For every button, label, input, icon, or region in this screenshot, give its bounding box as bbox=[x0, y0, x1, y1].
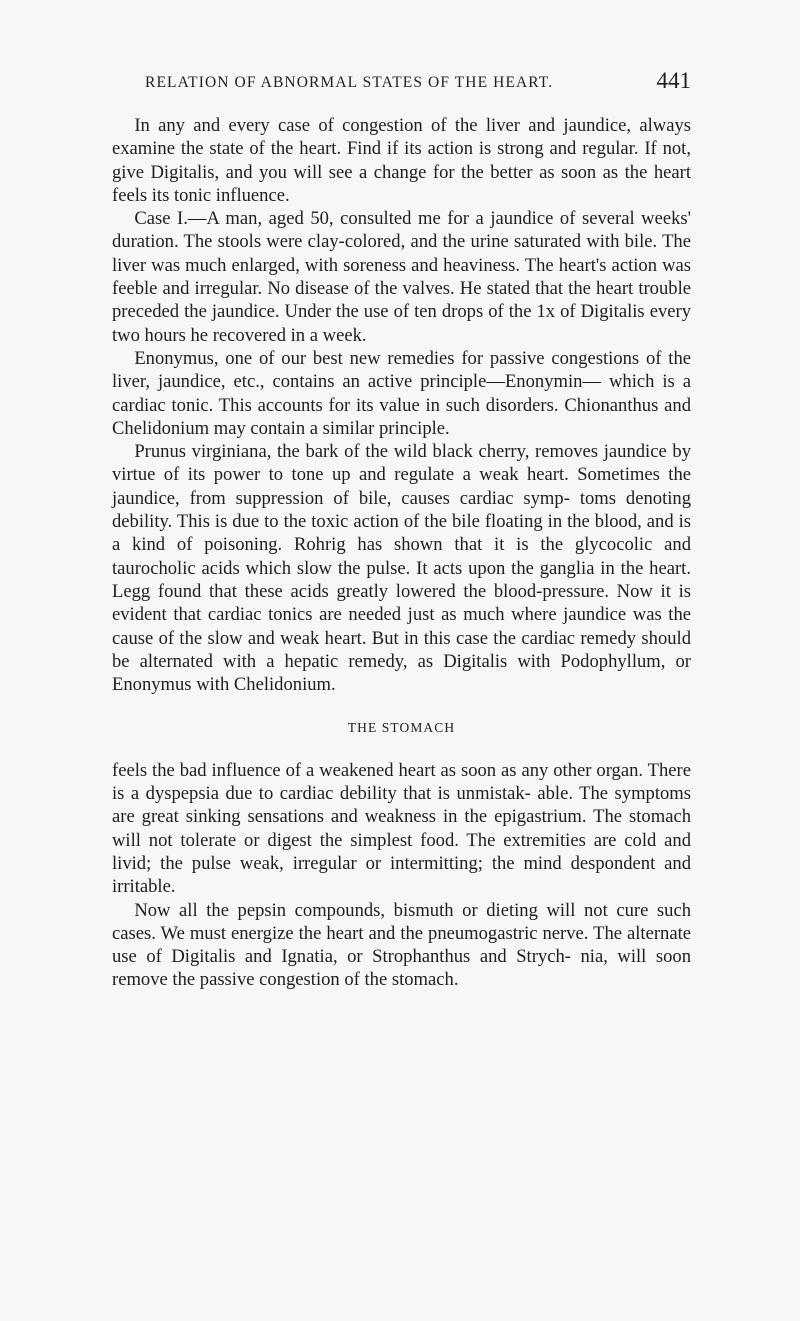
body-text bbox=[112, 114, 691, 992]
paragraph-prunus-virginiana: Prunus virginiana, the bark of the wild black cherry, removes jaundice by virtue of its power to tone up and regulate a weak heart. Sometimes the jaundice, from suppression of bile, causes cardiac symp- toms denoting debility. This is due to the toxic action of the bile floating in the blood, and is a kind of poisoning. Rohrig has shown that it is the glycocolic and taurocholic acids which slow the pulse. It acts upon the ganglia in the heart. Legg found that these acids greatly lowered the blood-pressure. Now it is evident that cardiac tonics are needed just as much where jaundice was the cause of the slow and weak heart. But in this case the cardiac remedy should be alternated with a hepatic remedy, as Digitalis with Podophyllum, or Enonymus with Chelidonium. bbox=[112, 441, 691, 696]
section-heading-stomach: THE STOMACH bbox=[347, 720, 456, 736]
page-number: 441 bbox=[656, 68, 691, 93]
running-head bbox=[145, 68, 691, 98]
paragraph-liver-congestion: In any and every case of congestion of the liver and jaundice, always examine the state of the heart. Find if its action is strong and regular. If not, give Digitalis, and you will see a change for the better as soon as the heart feels its tonic influence. bbox=[112, 115, 691, 206]
running-title: RELATION OF ABNORMAL STATES OF THE HEART. bbox=[145, 74, 554, 91]
paragraph-enonymus: Enonymus, one of our best new remedies for passive congestions of the liver, jaundice, etc., contains an active principle—Enonymin— which is a cardiac tonic. This accounts for its value in such disorders. Chionanthus and Chelidonium may contain a similar principle. bbox=[112, 347, 691, 439]
paragraph-case-one: Case I.—A man, aged 50, consulted me for a jaundice of several weeks' duration. The stools were clay-colored, and the urine saturated with bile. The liver was much enlarged, with soreness and heaviness. The heart's action was feeble and irregular. No disease of the valves. He stated that the heart trouble preceded the jaundice. Under the use of ten drops of the 1x of Digitalis every two hours he recovered in a week. bbox=[112, 208, 691, 346]
paragraph-treatment: Now all the pepsin compounds, bismuth or dieting will not cure such cases. We must energize the heart and the pneumogastric nerve. The alternate use of Digitalis and Ignatia, or Strophanthus and Strych- nia, will soon remove the passive congestion of the stomach. bbox=[112, 899, 691, 991]
paragraph-stomach-influence: feels the bad influence of a weakened heart as soon as any other organ. There is a dyspepsia due to cardiac debility that is unmistak- able. The symptoms are great sinking sensations and weakness in the epigastrium. The stomach will not tolerate or digest the simplest food. The extremities are cold and livid; the pulse weak, irregular or intermitting; the mind despondent and irritable. bbox=[112, 759, 691, 898]
